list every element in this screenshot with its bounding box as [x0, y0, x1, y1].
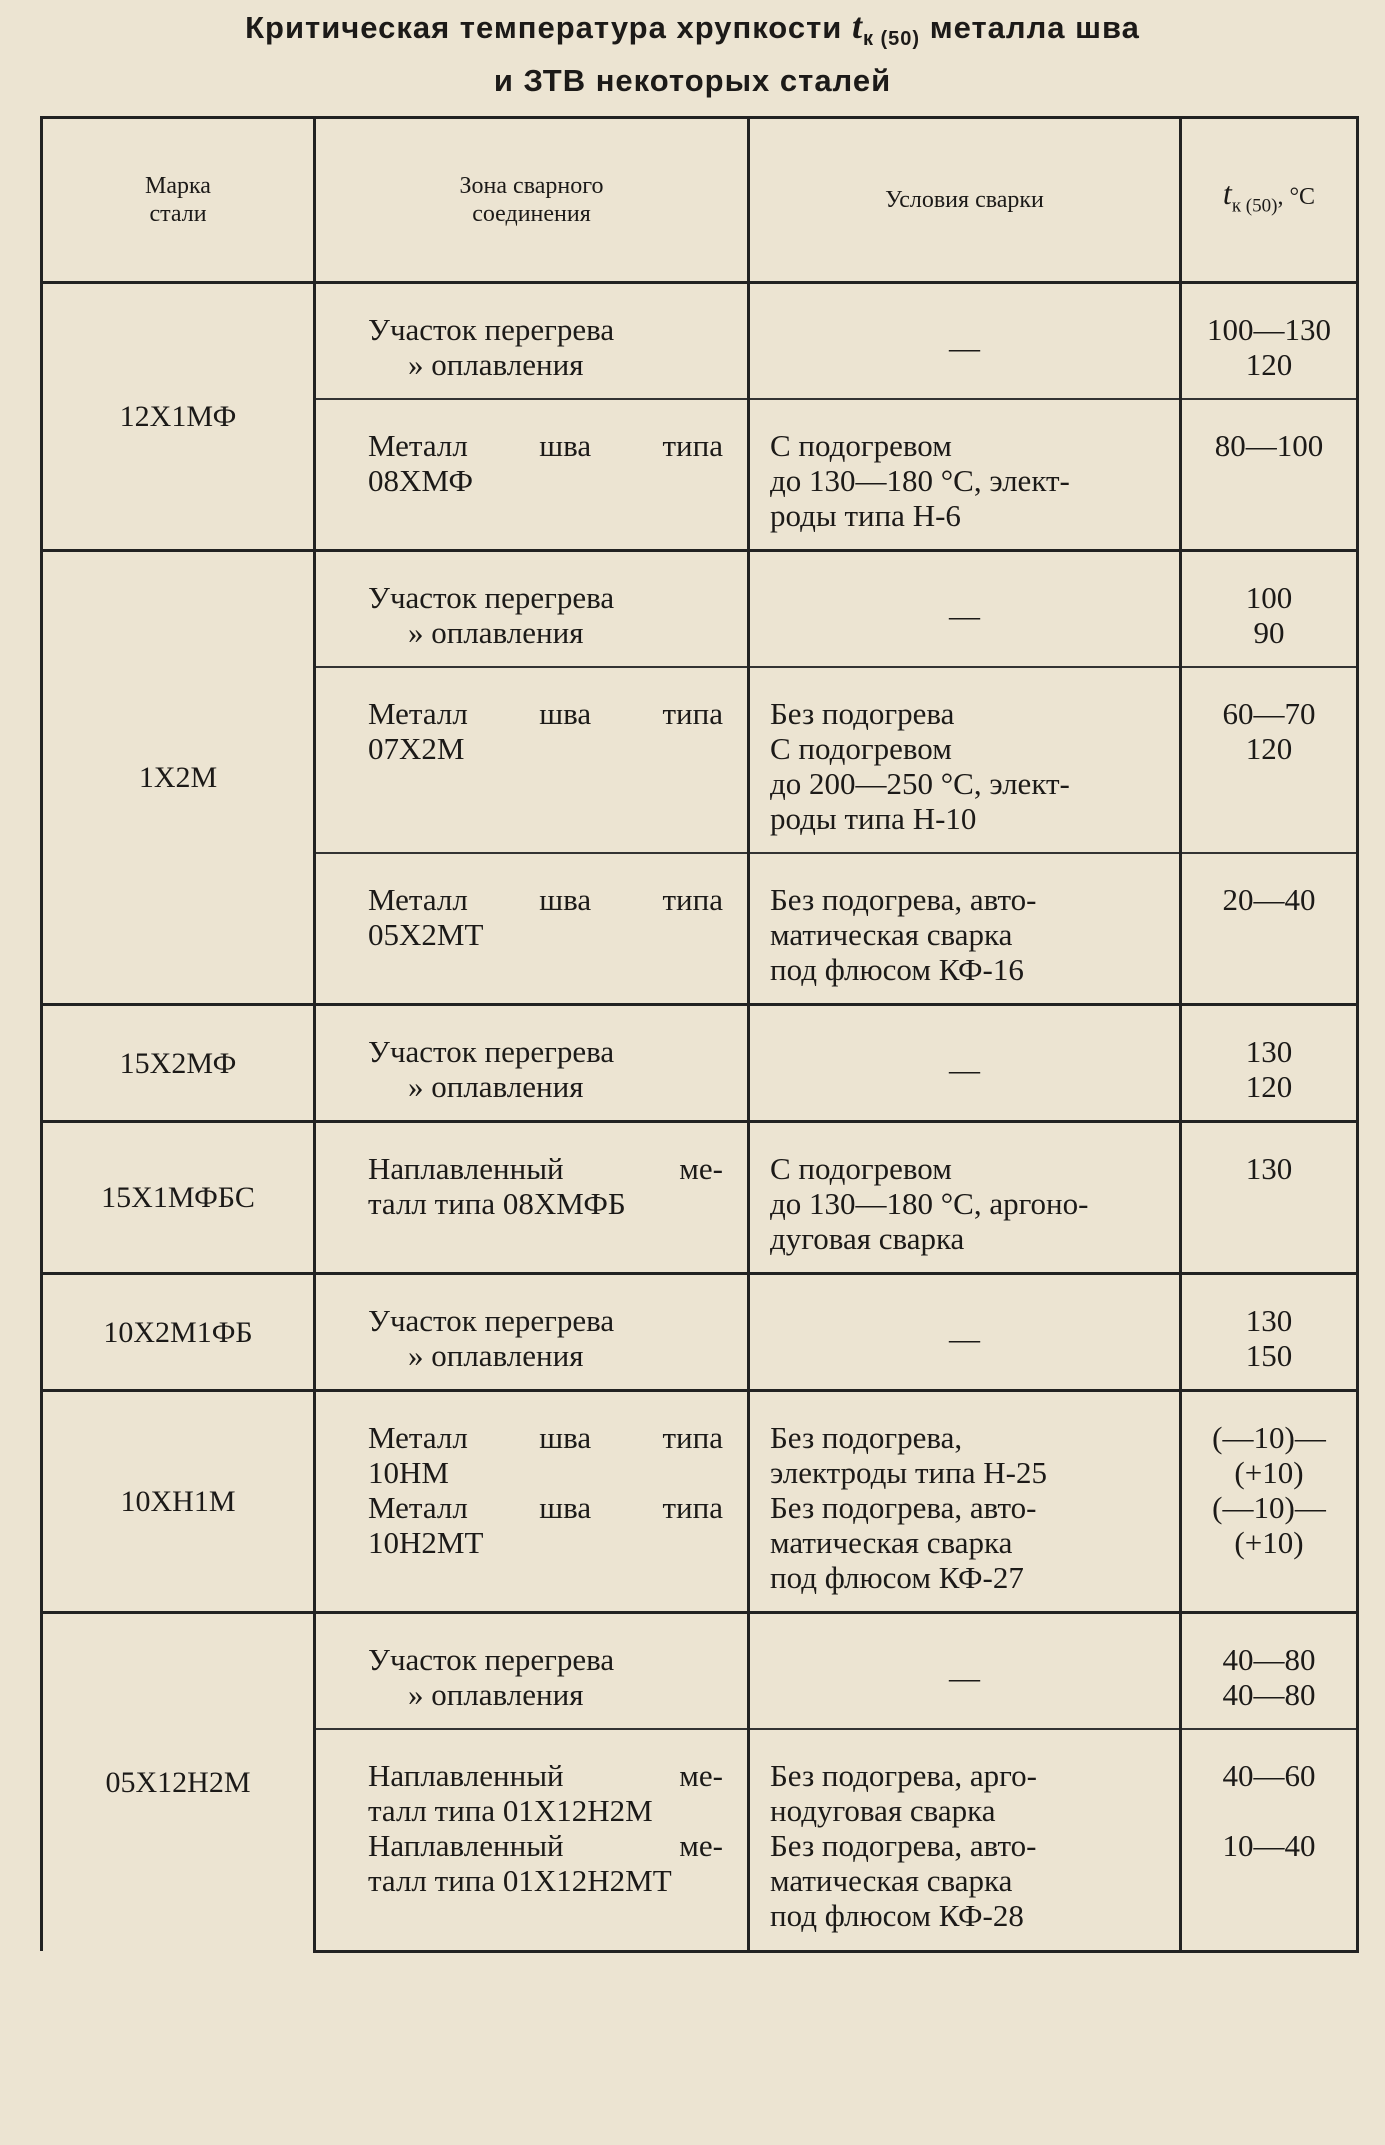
zone-line: Наплавленный ме-: [368, 1828, 723, 1863]
cell-line: роды типа Н-6: [770, 498, 961, 533]
cell-line: Без подогрева, авто-: [770, 1828, 1037, 1863]
temperature-cell: [1181, 1613, 1358, 1730]
temperature-cell: [1181, 399, 1358, 551]
table-row: [42, 1613, 1358, 1730]
cell-line: Без подогрева, авто-: [770, 882, 1037, 917]
zone-cell: [315, 1613, 749, 1730]
cell-line: под флюсом КФ-27: [770, 1560, 1024, 1595]
cell-line: 80—100: [1214, 428, 1324, 463]
title-line-2: и ЗТВ некоторых сталей: [493, 63, 892, 99]
table-row: [42, 1274, 1358, 1391]
zone-line: » оплавления: [408, 1069, 584, 1104]
cell-line: 150: [1245, 1338, 1293, 1373]
header-row: [42, 118, 1358, 283]
cell-line: Без подогрева: [770, 696, 955, 731]
steel-grade-cell: 10Х2М1ФБ: [42, 1274, 315, 1391]
steel-grade-cell: 10ХН1М: [42, 1391, 315, 1613]
zone-line: Металл шва типа: [368, 696, 723, 731]
conditions-cell: —: [749, 283, 1181, 400]
cell-line: 100—130: [1207, 312, 1331, 347]
cell-line: 120: [1245, 731, 1293, 766]
cell-line: 10—40: [1222, 1828, 1316, 1863]
zone-line: » оплавления: [408, 1338, 584, 1373]
cell-line: электроды типа Н-25: [770, 1455, 1047, 1490]
zone-line: 08ХМФ: [368, 463, 474, 498]
cell-line: 130: [1245, 1151, 1293, 1186]
cell-line: 40—60: [1222, 1758, 1316, 1793]
zone-cell: [315, 1005, 749, 1122]
zone-line: Участок перегрева: [368, 1034, 615, 1069]
cell-line: С подогревом: [770, 731, 952, 766]
temperature-cell: [1181, 667, 1358, 853]
cell-line: (+10): [1234, 1525, 1304, 1560]
conditions-cell: —: [749, 551, 1181, 668]
table-title: [0, 6, 1385, 101]
cell-line: матическая сварка: [770, 1525, 1013, 1560]
cell-line: под флюсом КФ-28: [770, 1898, 1024, 1933]
conditions-cell: [749, 1391, 1181, 1613]
cell-line: (+10): [1234, 1455, 1304, 1490]
cell-line: 90: [1253, 615, 1285, 650]
zone-line: » оплавления: [408, 1677, 584, 1712]
temperature-cell: [1181, 1729, 1358, 1951]
table-row: [42, 1391, 1358, 1613]
zone-line: Участок перегрева: [368, 312, 615, 347]
cell-line: Без подогрева, арго-: [770, 1758, 1037, 1793]
cell-line: нодуговая сварка: [770, 1793, 996, 1828]
cell-line: 130: [1245, 1303, 1293, 1338]
temperature-cell: [1181, 853, 1358, 1005]
steel-grade-cell: 15Х2МФ: [42, 1005, 315, 1122]
zone-line: 10Н2МТ: [368, 1525, 484, 1560]
cell-line: 40—80: [1222, 1677, 1316, 1712]
zone-line: Наплавленный ме-: [368, 1151, 723, 1186]
zone-line: Наплавленный ме-: [368, 1758, 723, 1793]
cell-line: 60—70: [1222, 696, 1316, 731]
zone-line: Металл шва типа: [368, 1490, 723, 1525]
zone-line: » оплавления: [408, 615, 584, 650]
zone-line: 10НМ: [368, 1455, 449, 1490]
title-line-1: [0, 6, 1385, 60]
conditions-cell: [749, 1729, 1181, 1951]
steel-grade-cell: 12Х1МФ: [42, 283, 315, 551]
zone-line: Участок перегрева: [368, 1303, 615, 1338]
zone-cell: [315, 853, 749, 1005]
zone-line: Металл шва типа: [368, 1420, 723, 1455]
zone-cell: [315, 551, 749, 668]
zone-cell: [315, 283, 749, 400]
zone-line: Участок перегрева: [368, 580, 615, 615]
cell-line: (—10)—: [1212, 1490, 1326, 1525]
header-conditions: Условия сварки: [749, 118, 1181, 283]
zone-cell: [315, 1274, 749, 1391]
temperature-cell: [1181, 1391, 1358, 1613]
conditions-cell: —: [749, 1005, 1181, 1122]
cell-line: до 130—180 °С, аргоно-: [770, 1186, 1089, 1221]
temperature-cell: [1181, 1122, 1358, 1274]
cell-line: 120: [1245, 1069, 1293, 1104]
cell-line: (—10)—: [1212, 1420, 1326, 1455]
conditions-cell: [749, 667, 1181, 853]
conditions-cell: [749, 399, 1181, 551]
conditions-cell: —: [749, 1613, 1181, 1730]
zone-line: талл типа 08ХМФБ: [368, 1186, 626, 1221]
data-table: [40, 116, 1359, 1953]
title-symbol: t: [851, 6, 863, 46]
zone-line: 07Х2М: [368, 731, 465, 766]
cell-line: 100: [1245, 580, 1293, 615]
title-text-2: металла шва: [920, 10, 1140, 45]
conditions-cell: [749, 1122, 1181, 1274]
conditions-cell: [749, 853, 1181, 1005]
zone-line: талл типа 01Х12Н2МТ: [368, 1863, 672, 1898]
cell-line: 130: [1245, 1034, 1293, 1069]
zone-cell: [315, 667, 749, 853]
zone-line: » оплавления: [408, 347, 584, 382]
cell-line: до 130—180 °С, элект-: [770, 463, 1070, 498]
temperature-cell: [1181, 1274, 1358, 1391]
zone-line: 05Х2МТ: [368, 917, 484, 952]
table-row: [42, 283, 1358, 400]
cell-line: Без подогрева,: [770, 1420, 963, 1455]
steel-grade-cell: 05Х12Н2М: [42, 1613, 315, 1952]
zone-cell: [315, 399, 749, 551]
header-grade: Марка стали: [42, 118, 315, 283]
cell-line: С подогревом: [770, 1151, 952, 1186]
cell-line: матическая сварка: [770, 917, 1013, 952]
cell-line: Без подогрева, авто-: [770, 1490, 1037, 1525]
title-text-1: Критическая температура хрупкости: [245, 10, 852, 45]
cell-line: под флюсом КФ-16: [770, 952, 1024, 987]
cell-line: С подогревом: [770, 428, 952, 463]
zone-cell: [315, 1729, 749, 1951]
zone-line: Металл шва типа: [368, 882, 723, 917]
conditions-cell: —: [749, 1274, 1181, 1391]
steel-grade-cell: 15Х1МФБС: [42, 1122, 315, 1274]
cell-line: до 200—250 °С, элект-: [770, 766, 1070, 801]
zone-cell: [315, 1391, 749, 1613]
title-subscript: к (50): [862, 28, 921, 51]
table-row: [42, 1122, 1358, 1274]
cell-line: дуговая сварка: [770, 1221, 965, 1256]
cell-line: роды типа Н-10: [770, 801, 977, 836]
table-row: [42, 551, 1358, 668]
header-zone: Зона сварного соединения: [315, 118, 749, 283]
cell-line: 20—40: [1222, 882, 1316, 917]
steel-grade-cell: 1Х2М: [42, 551, 315, 1005]
table-row: [42, 1005, 1358, 1122]
temperature-cell: [1181, 1005, 1358, 1122]
zone-line: Участок перегрева: [368, 1642, 615, 1677]
cell-line: матическая сварка: [770, 1863, 1013, 1898]
cell-line: 40—80: [1222, 1642, 1316, 1677]
temperature-cell: [1181, 551, 1358, 668]
header-temperature: $t_{к (50)}$, °С: [1181, 118, 1358, 283]
zone-cell: [315, 1122, 749, 1274]
zone-line: Металл шва типа: [368, 428, 723, 463]
cell-line: 120: [1245, 347, 1293, 382]
temperature-cell: [1181, 283, 1358, 400]
zone-line: талл типа 01Х12Н2М: [368, 1793, 653, 1828]
cell-line: [1182, 1793, 1356, 1828]
